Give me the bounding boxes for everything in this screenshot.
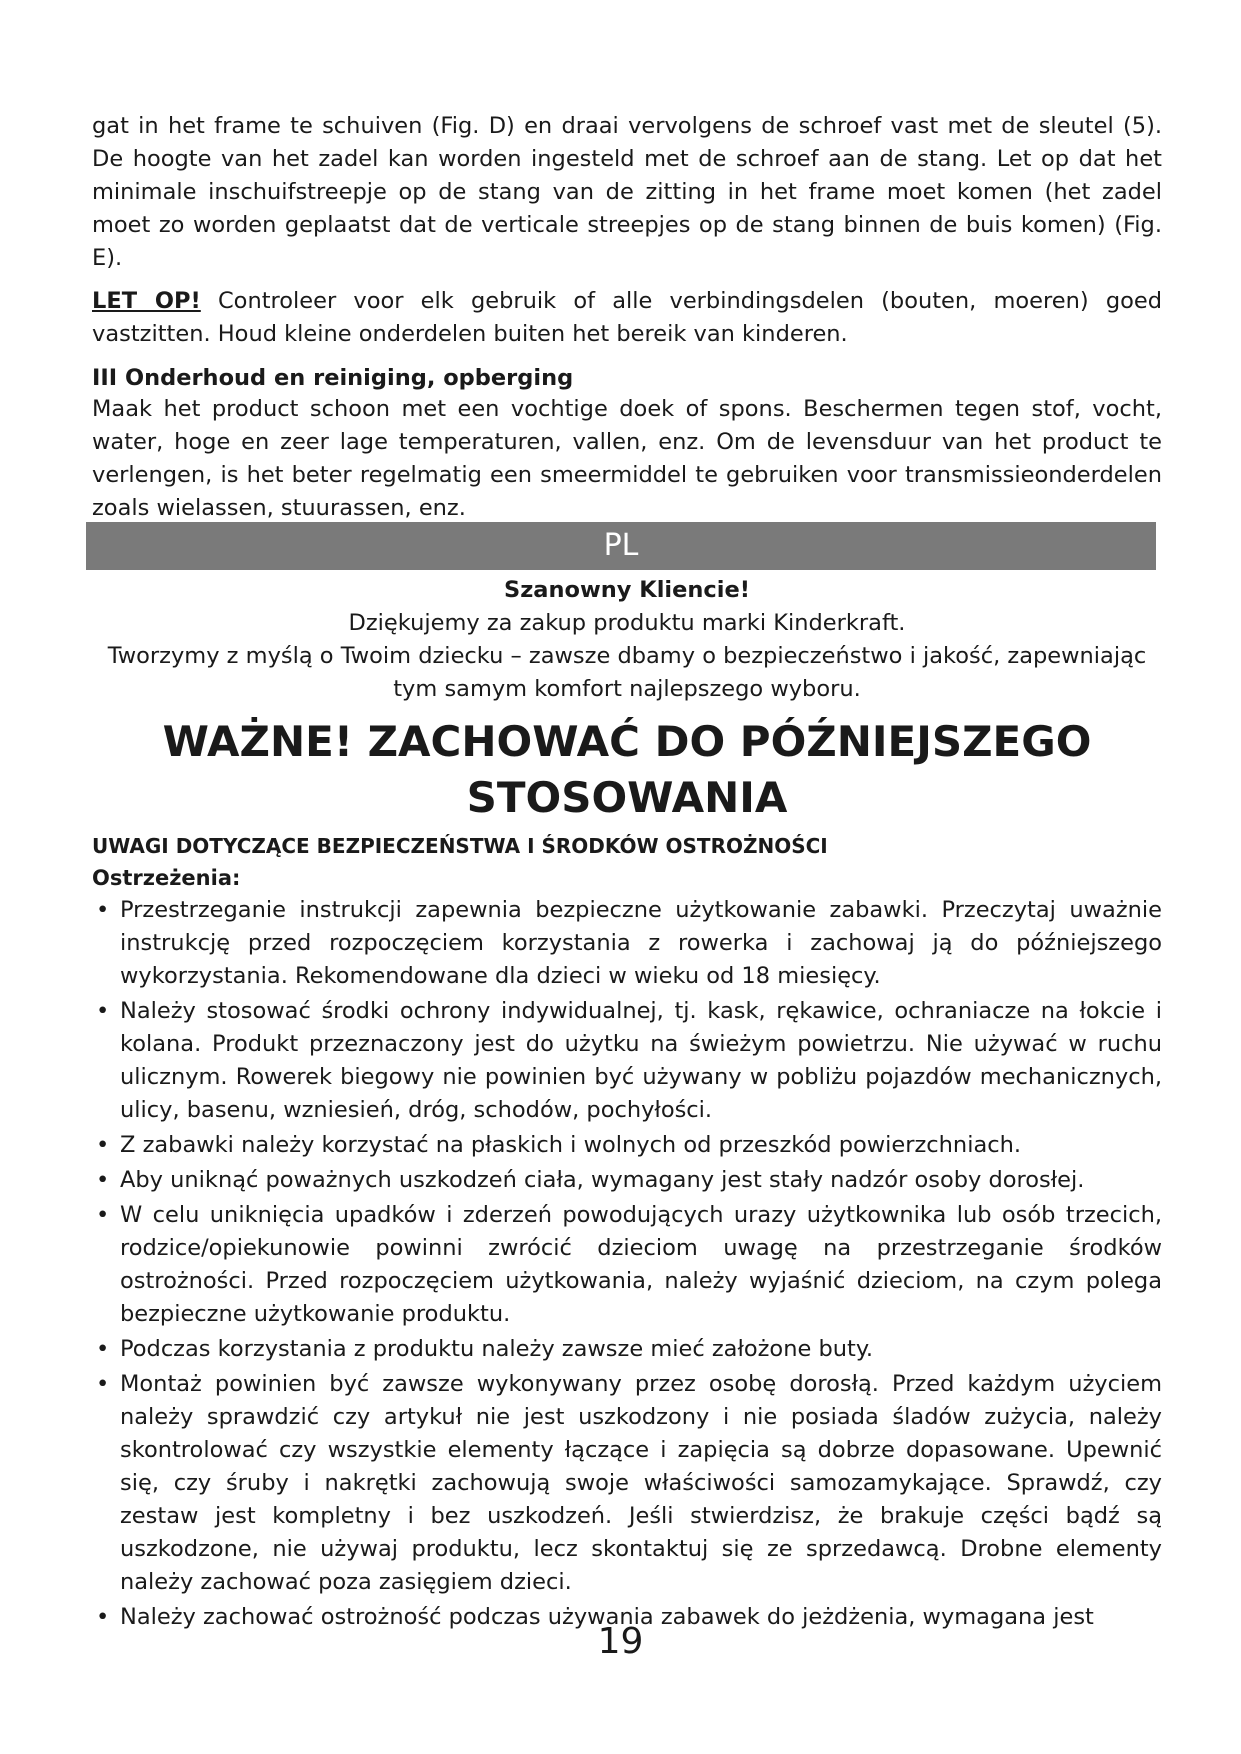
language-banner: PL bbox=[86, 522, 1156, 570]
thanks-line: Dziękujemy za zakup produktu marki Kinderkraft. bbox=[348, 610, 906, 636]
list-item bbox=[92, 1368, 1162, 1599]
polish-section bbox=[92, 570, 1162, 1636]
bullet-icon: • bbox=[96, 1371, 110, 1397]
warnings-title: Ostrzeżenia: bbox=[92, 866, 241, 890]
bullet-icon: • bbox=[96, 1202, 110, 1228]
list-item bbox=[92, 1199, 1162, 1331]
intro-line-2: tym samym komfort najlepszego wyboru. bbox=[393, 676, 861, 702]
list-item-text: Przestrzeganie instrukcji zapewnia bezpieczne użytkowanie zabawki. Przeczytaj uważnie instrukcję przed rozpoczęciem korzystania z rowerka i zachowaj ją do późniejszego wykorzystania. Rekomendowane dla dzieci w wieku od 18 miesięcy. bbox=[120, 897, 1162, 989]
intro-line-1: Tworzymy z myślą o Twoim dziecku – zawsze dbamy o bezpieczeństwo i jakość, zapewniając bbox=[107, 643, 1147, 669]
list-item-text: Montaż powinien być zawsze wykonywany przez osobę dorosłą. Przed każdym użyciem należy sprawdzić czy artykuł nie jest uszkodzony i nie posiada śladów zużycia, należy skontrolować czy wszystkie elementy łączące i zapięcia są dobrze dopasowane. Upewnić się, czy śruby i nakrętki zachowują swoje właściwości samozamykające. Sprawdź, czy zestaw jest kompletny i bez uszkodzeń. Jeśli stwierdzisz, że brakuje części bądź są uszkodzone, nie używaj produktu, lecz skontaktuj się ze sprzedawcą. Drobne elementy należy zachować poza zasięgiem dzieci. bbox=[120, 1371, 1162, 1595]
list-item bbox=[92, 1164, 1162, 1197]
list-item bbox=[92, 1333, 1162, 1366]
warnings-list bbox=[92, 894, 1162, 1634]
warning-label: LET OP! bbox=[92, 288, 201, 314]
safety-section-title: UWAGI DOTYCZĄCE BEZPIECZEŃSTWA I ŚRODKÓW OSTROŻNOŚCI bbox=[92, 834, 828, 858]
bullet-icon: • bbox=[96, 1604, 110, 1630]
important-heading-line-1: WAŻNE! ZACHOWAĆ DO PÓŹNIEJSZEGO bbox=[162, 717, 1092, 766]
warning-paragraph bbox=[92, 285, 1162, 351]
important-heading-line-2: STOSOWANIA bbox=[466, 773, 788, 822]
list-item-text: Podczas korzystania z produktu należy zawsze mieć założone buty. bbox=[120, 1336, 874, 1362]
list-item bbox=[92, 894, 1162, 993]
warning-text: Controleer voor elk gebruik of alle verbindingsdelen (bouten, moeren) goed vastzitten. Houd kleine onderdelen buiten het bereik van kinderen. bbox=[92, 288, 1162, 347]
list-item-text: Należy stosować środki ochrony indywidualnej, tj. kask, rękawice, ochraniacze na łokcie i kolana. Produkt przeznaczony jest do użytku na świeżym powietrzu. Nie używać w ruchu ulicznym. Rowerek biegowy nie powinien być używany w pobliżu pojazdów mechanicznych, ulicy, basenu, wzniesień, dróg, schodów, pochyłości. bbox=[120, 998, 1162, 1123]
list-item-text: Należy zachować ostrożność podczas używania zabawek do jeżdżenia, wymagana jest bbox=[120, 1604, 1094, 1630]
bullet-icon: • bbox=[96, 1132, 110, 1158]
greeting: Szanowny Kliencie! bbox=[504, 577, 750, 603]
maintenance-paragraph: Maak het product schoon met een vochtige doek of spons. Beschermen tegen stof, vocht, water, hoge en zeer lage temperaturen, vallen, enz. Om de levensduur van het product te verlengen, is het beter regelmatig een smeermiddel te gebruiken voor transmissieonderdelen zoals wielassen, stuurassen, enz. bbox=[92, 396, 1162, 521]
assembly-paragraph: gat in het frame te schuiven (Fig. D) en draai vervolgens de schroef vast met de sleutel (5). De hoogte van het zadel kan worden ingesteld met de schroef aan de stang. Let op dat het minimale inschuifstreepje op de stang van de zitting in het frame moet komen (het zadel moet zo worden geplaatst dat de verticale streepjes op de stang binnen de buis komen) (Fig. E). bbox=[92, 113, 1162, 271]
list-item bbox=[92, 1129, 1162, 1162]
list-item-text: Z zabawki należy korzystać na płaskich i wolnych od przeszkód powierzchniach. bbox=[120, 1132, 1022, 1158]
bullet-icon: • bbox=[96, 1167, 110, 1193]
dutch-section bbox=[92, 110, 1162, 525]
bullet-icon: • bbox=[96, 897, 110, 923]
page-number: 19 bbox=[597, 1621, 644, 1662]
list-item-text: Aby uniknąć poważnych uszkodzeń ciała, wymagany jest stały nadzór osoby dorosłej. bbox=[120, 1167, 1085, 1193]
bullet-icon: • bbox=[96, 998, 110, 1024]
list-item-text: W celu uniknięcia upadków i zderzeń powodujących urazy użytkownika lub osób trzecich, rodzice/opiekunowie powinni zwrócić dzieciom uwagę na przestrzeganie środków ostrożności. Przed rozpoczęciem użytkowania, należy wyjaśnić dzieciom, na czym polega bezpieczne użytkowanie produktu. bbox=[120, 1202, 1162, 1327]
maintenance-heading: III Onderhoud en reiniging, opberging bbox=[92, 365, 574, 391]
list-item bbox=[92, 995, 1162, 1127]
bullet-icon: • bbox=[96, 1336, 110, 1362]
